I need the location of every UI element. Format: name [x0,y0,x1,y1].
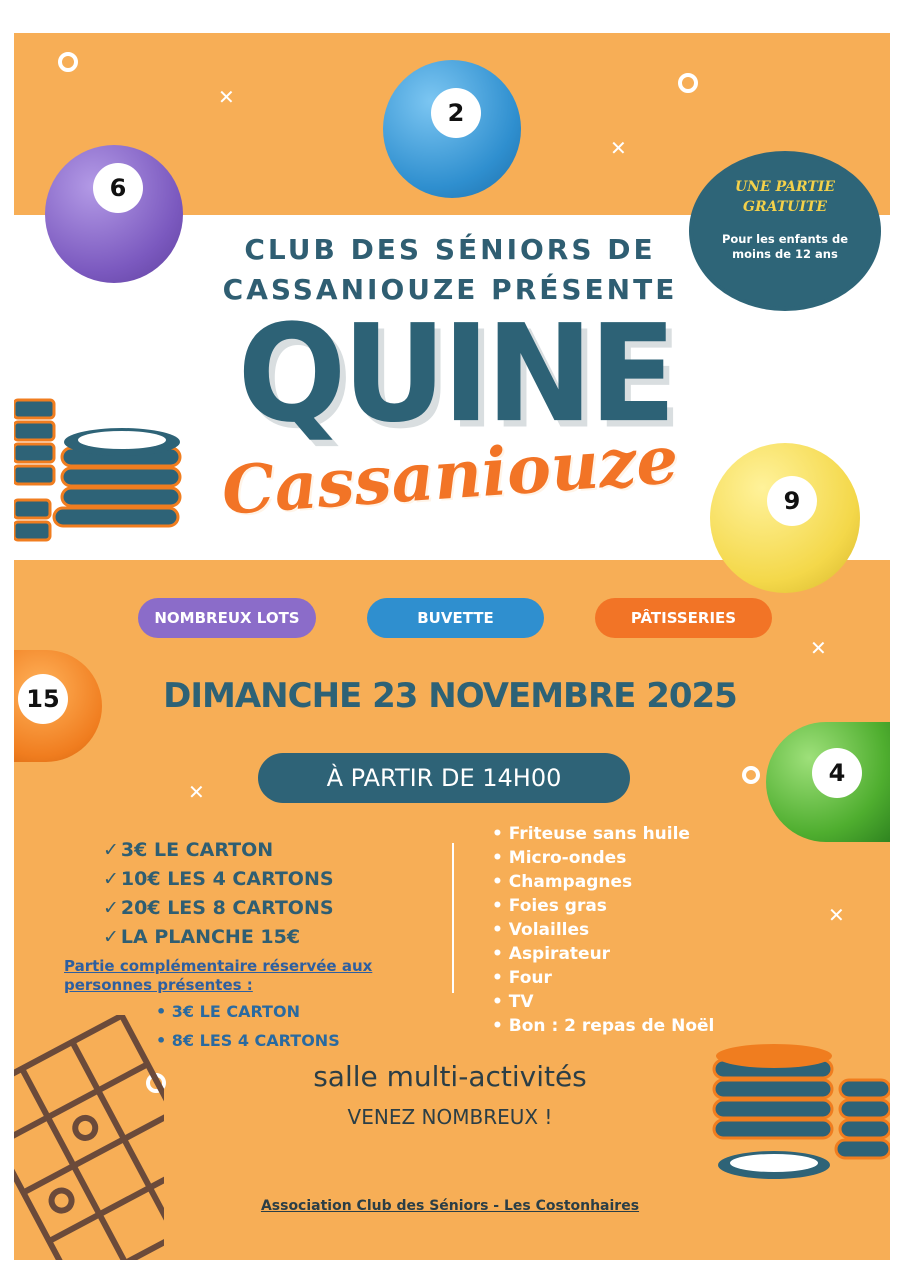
check-icon: ✓ [103,839,119,861]
prize-item: • TV [492,992,534,1012]
column-divider [452,843,454,993]
badge-line2: GRATUITE [743,199,827,215]
chip-stack-right [710,1040,890,1190]
prize-item: • Bon : 2 repas de Noël [492,1016,715,1036]
pill-patisseries: PÂTISSERIES [595,598,772,638]
prize-item: • Aspirateur [492,944,611,964]
badge-line3: Pour les enfants de moins de 12 ans [721,232,849,261]
organizer-title-line1: CLUB DES SÉNIORS DE [244,233,656,266]
complementary-item: • 3€ LE CARTON [156,1002,300,1021]
prize-item: • Champagnes [492,872,633,892]
ball-yellow [710,443,860,593]
ring-decoration [58,52,78,72]
pill-lots: NOMBREUX LOTS [138,598,316,638]
association-credit: Association Club des Séniors - Les Costonhaires [260,1198,640,1214]
ball-number: 6 [93,163,143,213]
badge-line1: UNE PARTIE [735,179,835,195]
ball-number: 4 [812,748,862,798]
check-icon: ✓ [103,926,119,948]
prize-item: • Volailles [492,920,590,940]
sparkle-icon: ✕ [610,136,627,160]
main-title: QUINE [237,296,673,453]
check-icon: ✓ [103,868,119,890]
complementary-pricing-list [156,997,456,1055]
ball-number: 2 [431,88,481,138]
invitation: VENEZ NOMBREUX ! [347,1105,553,1129]
event-date: DIMANCHE 23 NOVEMBRE 2025 [163,676,737,716]
complementary-game-note [64,957,424,995]
complementary-line1: Partie complémentaire réservée aux [64,957,373,975]
sparkle-icon: ✕ [188,780,205,804]
venue: salle multi-activités [313,1060,587,1093]
prize-item: • Micro-ondes [492,848,627,868]
prize-item: • Four [492,968,552,988]
organizer-title-line2: CASSANIOUZE PRÉSENTE [222,273,678,306]
complementary-line2: personnes présentes : [64,976,253,994]
ball-number: 15 [18,674,68,724]
chip-stack-left [14,390,194,550]
bingo-card-illustration [14,1015,164,1260]
free-game-badge [693,155,877,307]
event-time: À PARTIR DE 14H00 [258,753,630,803]
ring-decoration [678,73,698,93]
sparkle-icon: ✕ [218,85,235,109]
ball-blue [383,60,521,198]
ring-decoration [742,766,760,784]
check-icon: ✓ [103,897,119,919]
prize-item: • Foies gras [492,896,607,916]
pill-buvette: BUVETTE [367,598,544,638]
pricing-item: ✓ 20€ LES 8 CARTONS [103,897,334,919]
badge-heading [693,177,877,217]
complementary-item: • 8€ LES 4 CARTONS [156,1031,340,1050]
pricing-item: ✓ LA PLANCHE 15€ [103,926,301,948]
prize-list [492,822,792,1038]
pricing-list [103,836,463,952]
pricing-item: ✓ 3€ LE CARTON [103,839,274,861]
prize-item: • Friteuse sans huile [492,824,690,844]
sparkle-icon: ✕ [810,636,827,660]
sparkle-icon: ✕ [828,903,845,927]
pricing-item: ✓ 10€ LES 4 CARTONS [103,868,334,890]
ball-number: 9 [767,476,817,526]
subtitle: Cassaniouze [219,420,681,530]
